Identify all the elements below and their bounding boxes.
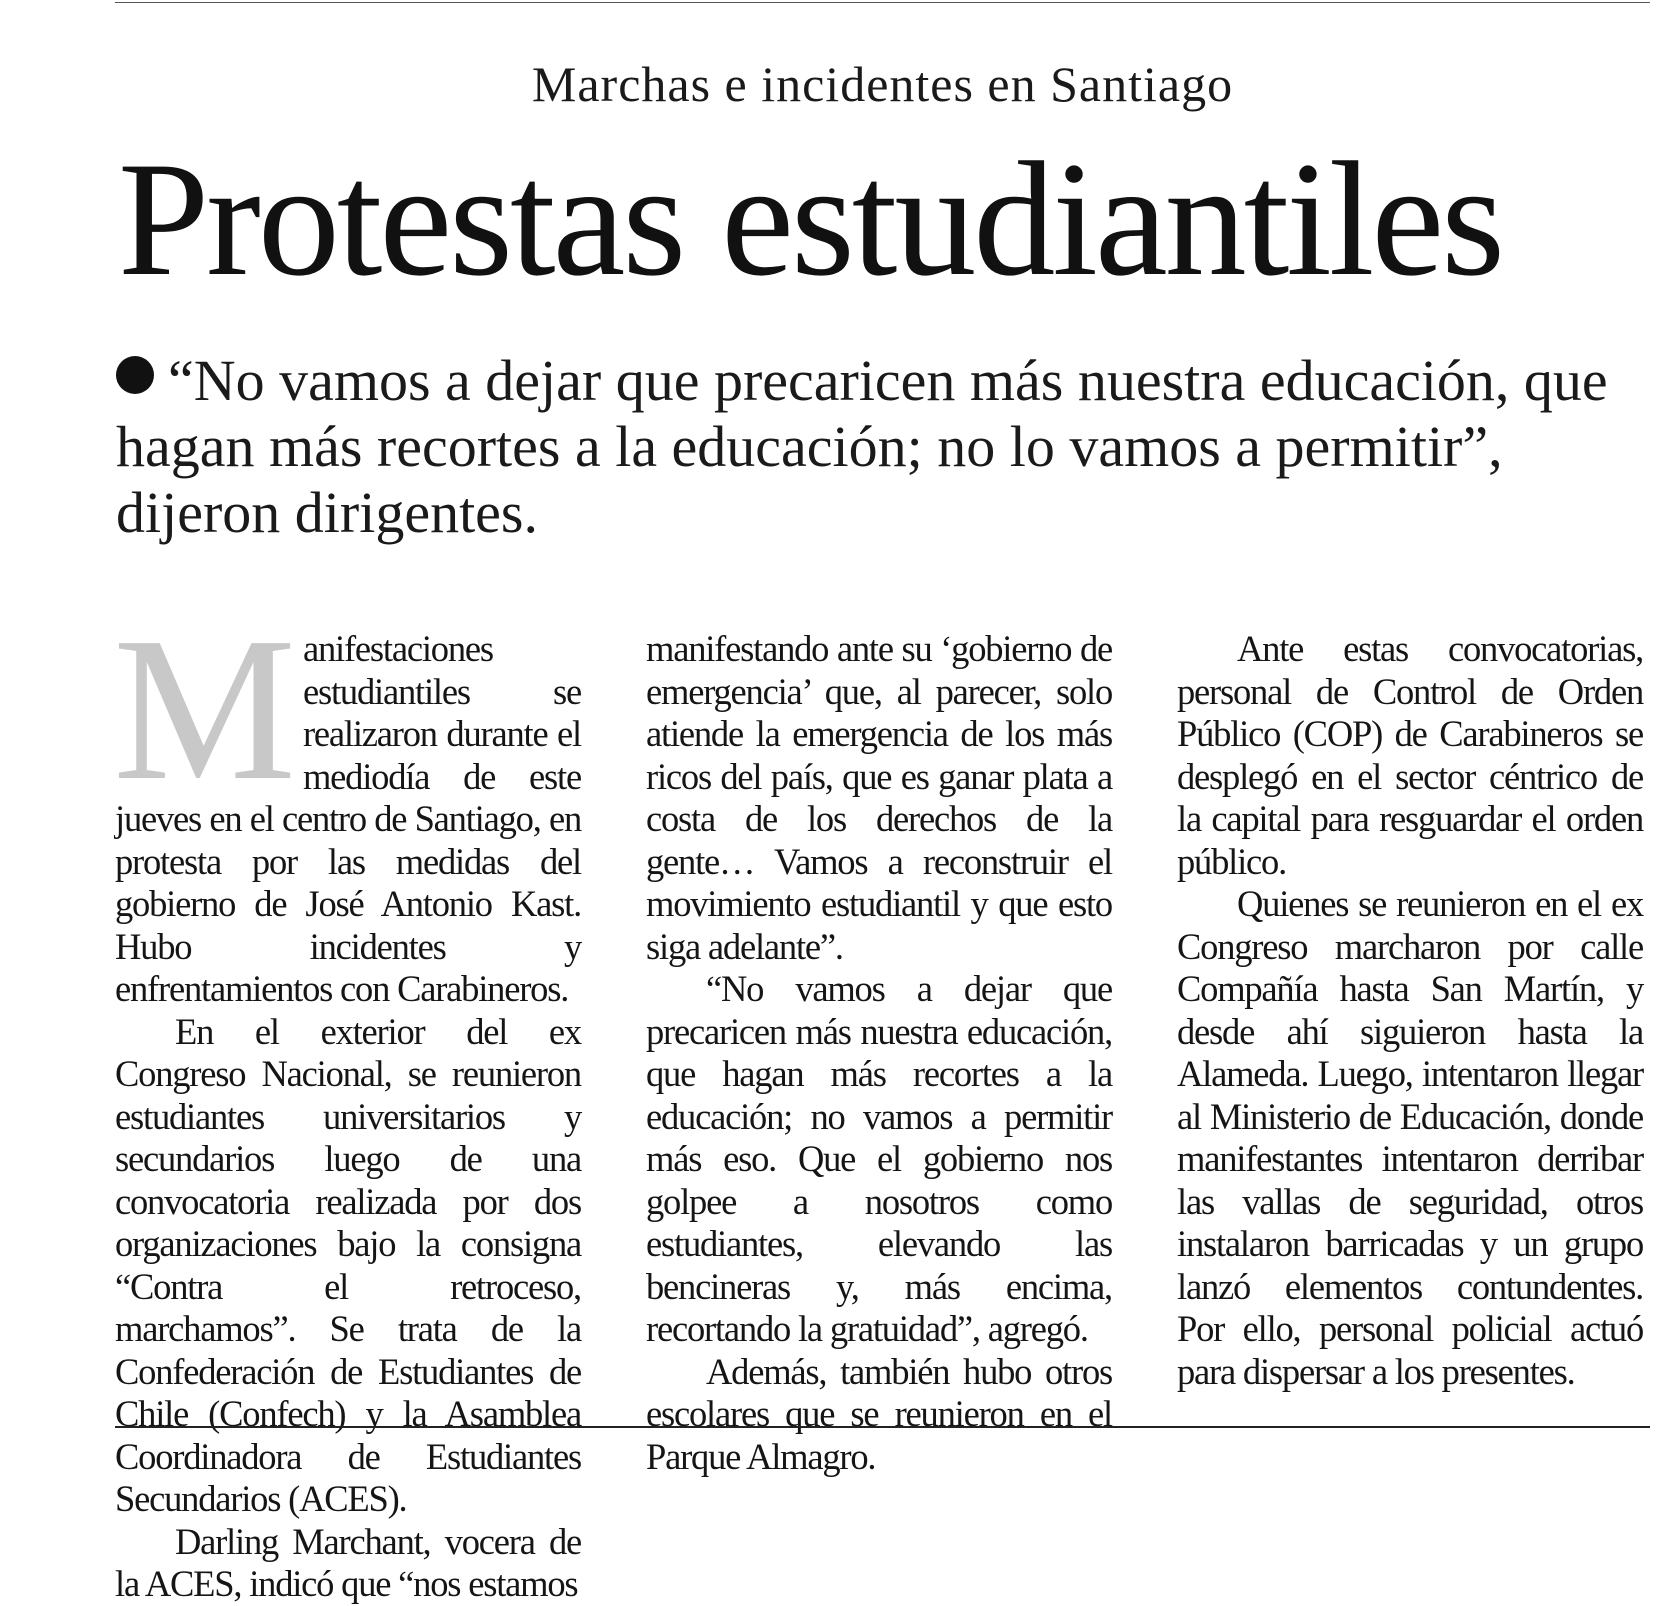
bullet-icon (116, 356, 154, 394)
paragraph: “No vamos a dejar que precaricen más nuestra educación, que hagan más recortes a la educación; no vamos a permitir más eso. Que el gobierno nos golpee a nosotros como estudiantes, elevando las bencineras y, más encima, recortando la gratuidad”, agregó. (646, 968, 1112, 1349)
paragraph: En el exterior del ex Congreso Nacional, se reunieron estudiantes universitarios y secundarios luego de una convocatoria realizada por dos organizaciones bajo la consigna “Contra el retroceso, marchamos”. Se trata de la Confederación de Estudiantes de Chile (Confech) y la Asamblea Coordinadora de Estudiantes Secundarios (ACES). (115, 1010, 581, 1519)
paragraph: Además, también hubo otros escolares que se reunieron en el Parque Almagro. (646, 1350, 1112, 1477)
paragraph: anifestaciones estudiantiles se realizaron durante el mediodía de este jueves en el centro de Santiago, en protesta por las medidas del gobierno de José Antonio Kast. Hubo incidentes y enfrentamientos con Carabineros. (115, 628, 581, 1009)
kicker: Marchas e incidentes en Santiago (531, 56, 1234, 112)
headline: Protestas estudiantiles (118, 129, 1503, 310)
paragraph: Darling Marchant, vocera de la ACES, indicó que “nos estamos (115, 1520, 581, 1604)
drop-cap: M (113, 594, 295, 823)
deck (116, 348, 1638, 546)
paragraph: manifestando ante su ‘gobierno de emergencia’ que, al parecer, solo atiende la emergencia de los más ricos del país, que es ganar plata a costa de los derechos de la gente… Vamos a reconstruir el movimiento estudiantil y que esto siga adelante”. (646, 628, 1112, 967)
article-body (113, 594, 1643, 1604)
deck-text: “No vamos a dejar que precaricen más nuestra educación, que hagan más recortes a la educación; no lo vamos a permitir”, dijeron dirigentes. (116, 348, 1608, 545)
column-1 (113, 594, 581, 1604)
paragraph: Quienes se reunieron en el ex Congreso marcharon por calle Compañía hasta San Martín, y desde ahí siguieron hasta la Alameda. Luego, intentaron llegar al Ministerio de Educación, donde manifestantes intentaron derribar las vallas de seguridad, otros instalaron barricadas y un grupo lanzó elementos contundentes. Por ello, personal policial actuó para dispersar a los presentes. (1177, 883, 1643, 1392)
column-2 (646, 628, 1112, 1477)
top-rule (115, 2, 1650, 3)
bottom-rule (115, 1426, 1650, 1428)
column-3 (1177, 628, 1643, 1408)
paragraph: Ante estas convocatorias, personal de Control de Orden Público (COP) de Carabineros se desplegó en el sector céntrico de la capital para resguardar el orden público. (1177, 628, 1643, 882)
